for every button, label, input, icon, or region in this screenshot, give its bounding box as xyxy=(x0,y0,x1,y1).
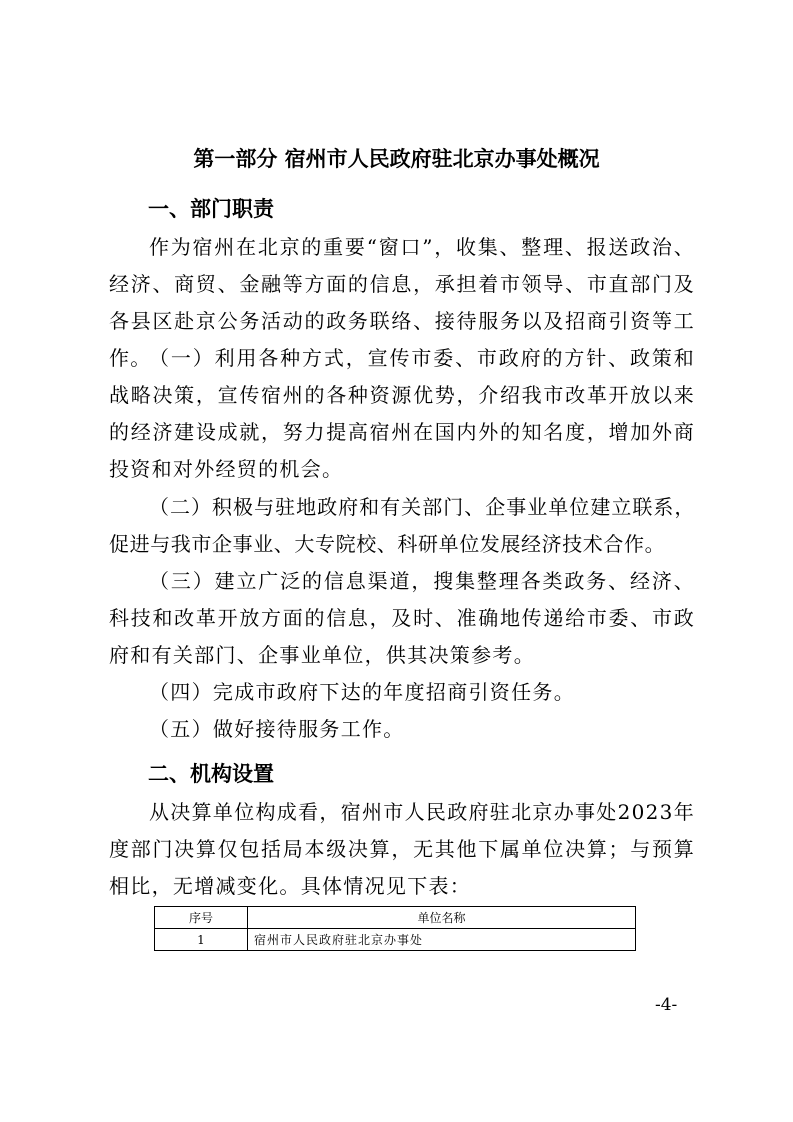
section-heading-duties: 一、部门职责 xyxy=(148,197,274,221)
table-header-row xyxy=(155,907,636,929)
page-number: -4- xyxy=(655,995,678,1015)
duty-item-3: （三）建立广泛的信息渠道，搜集整理各类政务、经济、科技和改革开放方面的信息，及时、准确地传递给市委、市政府和有关部门、企事业单位，供其决策参考。 xyxy=(109,569,695,667)
organization-paragraph: 从决算单位构成看，宿州市人民政府驻北京办事处2023年度部门决算仅包括局本级决算，无其他下属单位决算；与预算相比，无增减变化。具体情况见下表： xyxy=(109,800,695,898)
unit-table xyxy=(154,906,636,951)
duty-item-5: （五）做好接待服务工作。 xyxy=(149,717,405,741)
table-cell-index: 1 xyxy=(155,929,248,951)
page-title: 第一部分 宿州市人民政府驻北京办事处概况 xyxy=(193,147,600,171)
table-cell-unit-name: 宿州市人民政府驻北京办事处 xyxy=(248,929,636,951)
duty-item-2: （二）积极与驻地政府和有关部门、企事业单位建立联系，促进与我市企事业、大专院校、科研单位发展经济技术合作。 xyxy=(109,495,695,556)
duties-intro-paragraph: 作为宿州在北京的重要“窗口”，收集、整理、报送政治、经济、商贸、金融等方面的信息，承担着市领导、市直部门及各县区赴京公务活动的政务联络、接待服务以及招商引资等工作。 xyxy=(109,235,695,370)
duty-item-4: （四）完成市政府下达的年度招商引资任务。 xyxy=(149,680,575,704)
table-header-unit-name: 单位名称 xyxy=(248,907,636,929)
table-row xyxy=(155,929,636,951)
duty-item-1: （一）利用各种方式，宣传市委、市政府的方针、政策和战略决策，宣传宿州的各种资源优势，介绍我市改革开放以来的经济建设成就，努力提高宿州在国内外的知名度，增加外商投资和对外经贸的机会。 xyxy=(109,346,695,481)
section-heading-organization: 二、机构设置 xyxy=(148,762,274,786)
table-header-index: 序号 xyxy=(155,907,248,929)
